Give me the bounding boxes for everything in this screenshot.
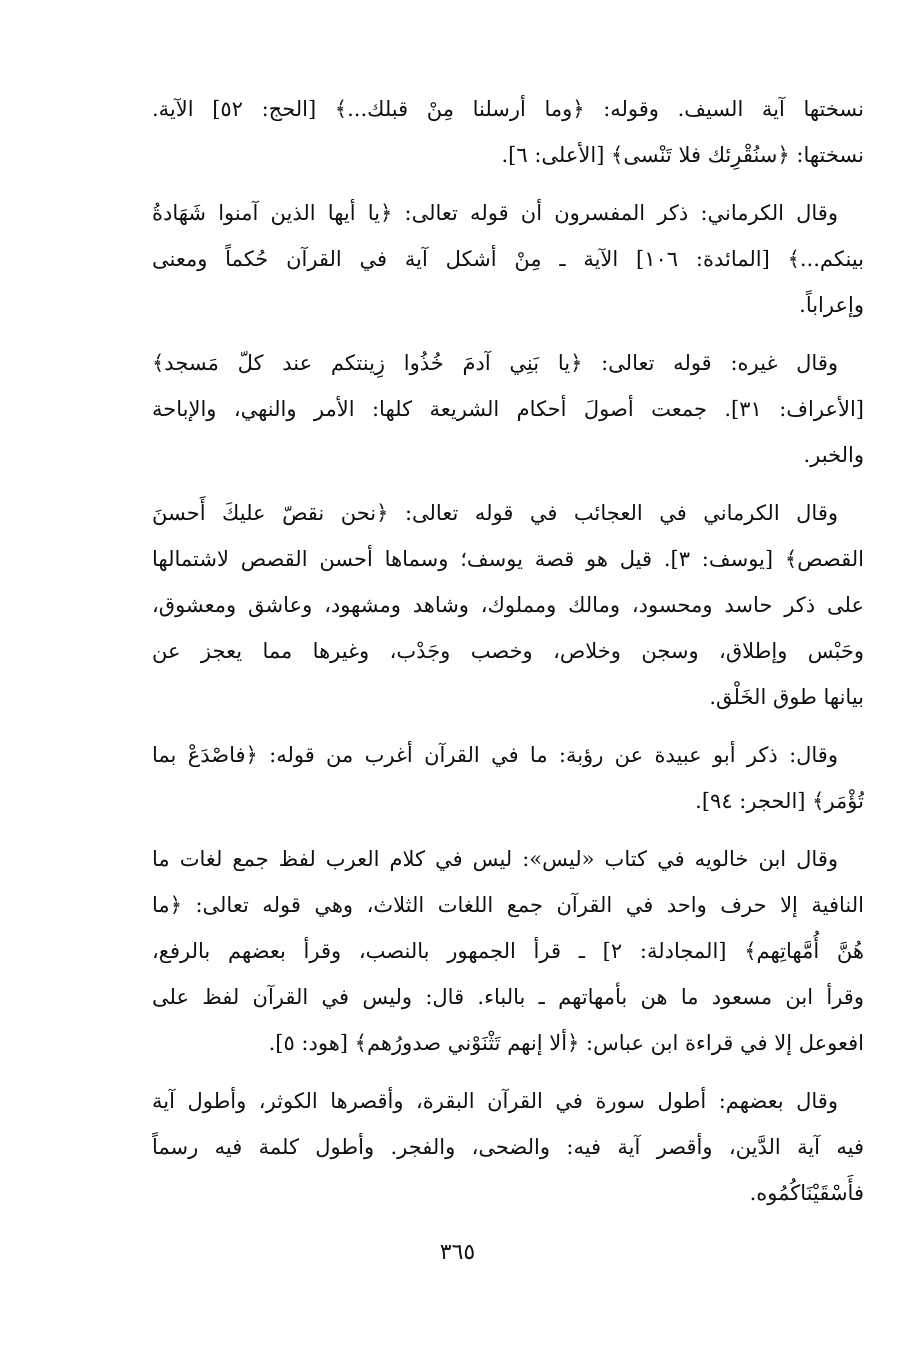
text-line: القصص﴾ [يوسف: ٣]. قيل هو قصة يوسف؛ وسماها أحسن القصص لاشتمالها xyxy=(152,547,864,571)
text-line: وحَبْس وإطلاق، وسجن وخلاص، وخصب وجَدْب، وغيرها مما يعجز عن xyxy=(152,639,864,663)
text-line: النافية إلا حرف واحد في القرآن جمع اللغات الثلاث، وهي قوله تعالى: ﴿ما xyxy=(152,893,864,917)
paragraph-7 xyxy=(152,1078,864,1216)
text-line: وقال: ذكر أبو عبيدة عن رؤبة: ما في القرآن أغرب من قوله: ﴿فاصْدَعْ بما xyxy=(152,743,838,767)
paragraph-2 xyxy=(152,190,864,328)
text-line: بينكم...﴾ [المائدة: ١٠٦] الآية ـ مِنْ أشكل آية في القرآن حُكماً ومعنى xyxy=(152,247,864,271)
text-line: افعوعل إلا في قراءة ابن عباس: ﴿ألا إنهم تَثْنَوْني صدورُهم﴾ [هود: ٥]. xyxy=(268,1031,864,1055)
paragraph-5 xyxy=(152,732,864,824)
text-line: وقال غيره: قوله تعالى: ﴿يا بَنِي آدمَ خُذُوا زِينتكم عند كلّ مَسجد﴾ xyxy=(152,351,838,375)
text-line: وإعراباً. xyxy=(799,293,864,317)
text-line: تُؤْمَر﴾ [الحجر: ٩٤]. xyxy=(695,789,864,813)
text-line: وقال بعضهم: أطول سورة في القرآن البقرة، وأقصرها الكوثر، وأطول آية xyxy=(152,1089,838,1113)
text-line: نسختها آية السيف. وقوله: ﴿وما أرسلنا مِنْ قبلك...﴾ [الحج: ٥٢] الآية. xyxy=(152,97,864,121)
text-line: [الأعراف: ٣١]. جمعت أصولَ أحكام الشريعة كلها: الأمر والنهي، والإباحة xyxy=(152,397,864,421)
paragraph-6 xyxy=(152,836,864,1066)
text-line: والخبر. xyxy=(803,443,864,467)
text-line: نسختها: ﴿سنُقْرِئك فلا تَنْسى﴾ [الأعلى: ٦]. xyxy=(501,143,864,167)
text-line: بيانها طوق الخَلْق. xyxy=(709,685,864,709)
paragraph-4 xyxy=(152,490,864,720)
text-line: هُنَّ أُمَّهاتِهم﴾ [المجادلة: ٢] ـ قرأ الجمهور بالنصب، وقرأ بعضهم بالرفع، xyxy=(152,939,864,963)
page-number: ٣٦٥ xyxy=(439,1240,476,1265)
page-body xyxy=(152,86,864,1228)
paragraph-1 xyxy=(152,86,864,178)
text-line: فأَسْقَيْنَاكُمُوه. xyxy=(749,1181,864,1205)
text-line: وقال ابن خالويه في كتاب «ليس»: ليس في كلام العرب لفظ جمع لغات ما xyxy=(152,847,838,871)
text-line: وقال الكرماني: ذكر المفسرون أن قوله تعالى: ﴿يا أيها الذين آمنوا شَهَادةُ xyxy=(152,201,838,225)
text-line: على ذكر حاسد ومحسود، ومالك ومملوك، وشاهد ومشهود، وعاشق ومعشوق، xyxy=(152,593,864,617)
text-line: وقال الكرماني في العجائب في قوله تعالى: ﴿نحن نقصّ عليكَ أَحسنَ xyxy=(152,501,838,525)
text-line: وقرأ ابن مسعود ما هن بأمهاتهم ـ بالباء. قال: وليس في القرآن لفظ على xyxy=(152,985,864,1009)
paragraph-3 xyxy=(152,340,864,478)
text-line: فيه آية الدَّين، وأقصر آية فيه: والضحى، والفجر. وأطول كلمة فيه رسماً xyxy=(152,1135,864,1159)
